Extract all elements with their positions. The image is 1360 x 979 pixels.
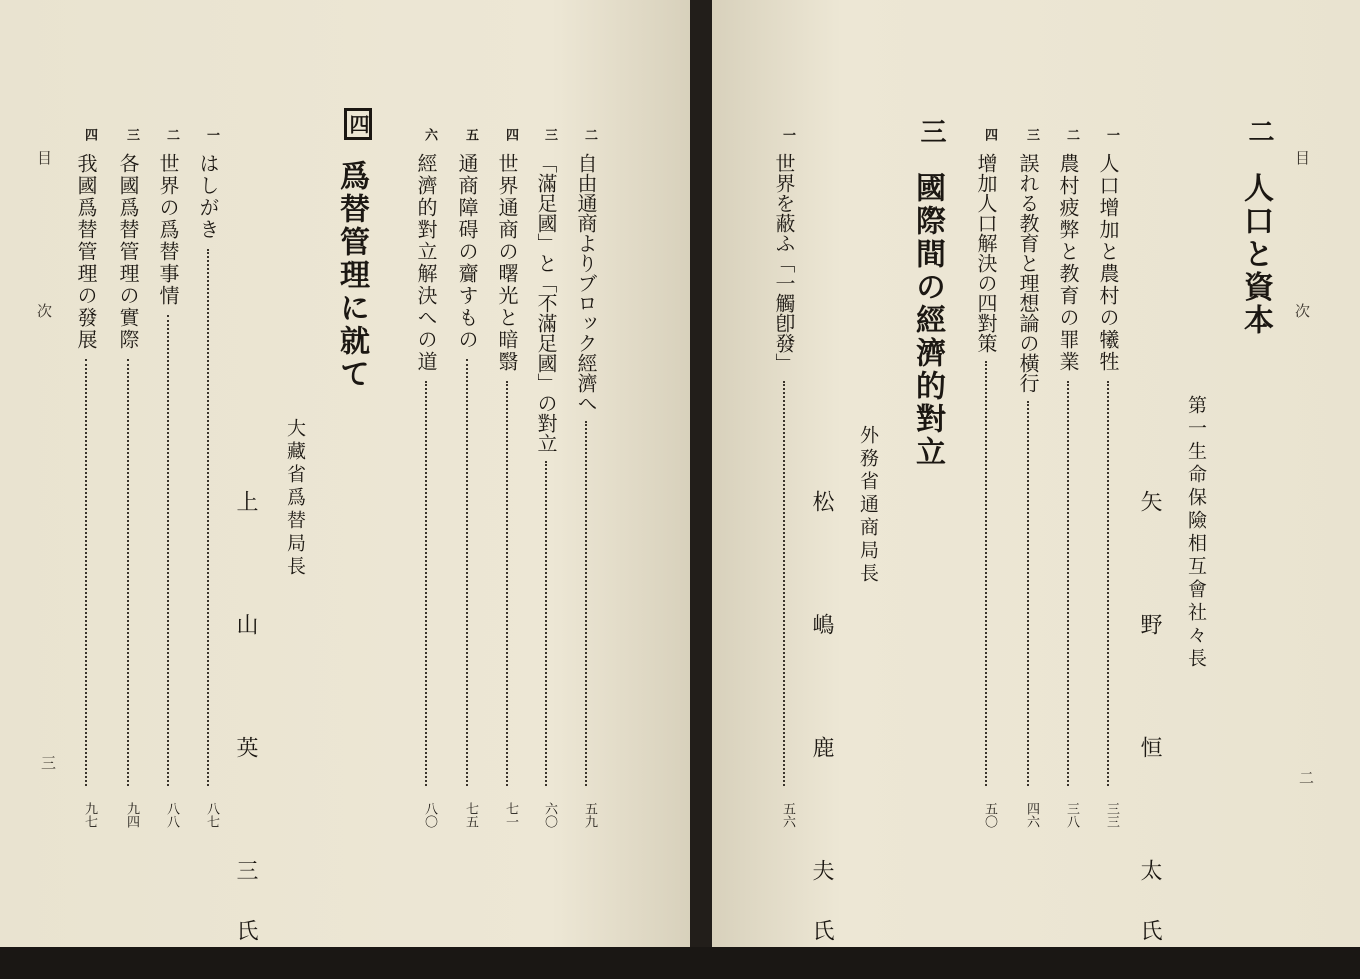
toc-entry[interactable] bbox=[198, 128, 218, 828]
leader-dots bbox=[1027, 401, 1029, 786]
toc-entry[interactable] bbox=[576, 128, 596, 828]
toc-entry[interactable] bbox=[118, 128, 138, 828]
toc-entry[interactable] bbox=[774, 128, 794, 828]
entry-page: 五九 bbox=[582, 802, 597, 828]
section-number: 四 bbox=[344, 108, 372, 140]
author-org: 大藏省爲替局長 bbox=[284, 418, 306, 579]
leader-dots bbox=[167, 315, 169, 786]
entry-page: 七五 bbox=[463, 802, 478, 828]
toc-entry[interactable] bbox=[416, 128, 436, 828]
running-head: 目 次 bbox=[35, 150, 53, 378]
entry-number: 四 bbox=[982, 128, 997, 141]
entry-page: 九七 bbox=[82, 802, 97, 828]
entry-page: 七一 bbox=[503, 802, 518, 828]
entry-title: 世界を蔽ふ「一觸卽發」 bbox=[772, 153, 796, 373]
entry-number: 一 bbox=[1104, 128, 1119, 141]
entry-page: 三八 bbox=[1064, 802, 1079, 828]
leader-dots bbox=[466, 359, 468, 786]
entry-page: 九四 bbox=[124, 802, 139, 828]
leader-dots bbox=[985, 361, 987, 786]
leader-dots bbox=[506, 381, 508, 786]
entry-title: 農村疲弊と教育の罪業 bbox=[1056, 153, 1080, 373]
entry-title: はしがき bbox=[196, 153, 220, 241]
entry-title: 誤れる教育と理想論の橫行 bbox=[1016, 153, 1040, 393]
entry-number: 三 bbox=[1024, 128, 1039, 141]
toc-entry[interactable] bbox=[1058, 128, 1078, 828]
toc-entry[interactable] bbox=[457, 128, 477, 828]
leader-dots bbox=[1107, 381, 1109, 786]
author-name: 松 嶋 鹿 夫氏 bbox=[809, 490, 834, 979]
section-title: 國際間の經濟的對立 bbox=[910, 172, 945, 469]
running-head: 目 次 bbox=[1293, 150, 1311, 378]
entry-number: 一 bbox=[204, 128, 219, 141]
entry-number: 一 bbox=[780, 128, 795, 141]
leader-dots bbox=[1067, 381, 1069, 786]
entry-number: 二 bbox=[1064, 128, 1079, 141]
entry-page: 八〇 bbox=[422, 802, 437, 828]
entry-title: 各國爲替管理の實際 bbox=[116, 153, 140, 351]
leader-dots bbox=[207, 249, 209, 786]
leader-dots bbox=[127, 359, 129, 786]
entry-page: 八七 bbox=[204, 802, 219, 828]
section-title: 爲替管理に就て bbox=[334, 160, 369, 391]
entry-page: 五〇 bbox=[982, 802, 997, 828]
leader-dots bbox=[85, 359, 87, 786]
entry-title: 世界の爲替事情 bbox=[156, 153, 180, 307]
entry-page: 八八 bbox=[164, 802, 179, 828]
entry-page: 六〇 bbox=[542, 802, 557, 828]
entry-page: 三三 bbox=[1104, 802, 1119, 828]
toc-entry[interactable] bbox=[1018, 128, 1038, 828]
entry-title: 世界通商の曙光と暗翳 bbox=[495, 153, 519, 373]
toc-entry[interactable] bbox=[497, 128, 517, 828]
page-folio: 三 bbox=[39, 755, 57, 770]
entry-title: 「滿足國」と「不滿足國」の對立 bbox=[534, 153, 558, 453]
entry-number: 六 bbox=[422, 128, 437, 141]
entry-title: 通商障碍の齎すもの bbox=[455, 153, 479, 351]
toc-entry[interactable] bbox=[1098, 128, 1118, 828]
toc-entry[interactable] bbox=[536, 128, 556, 828]
leader-dots bbox=[783, 381, 785, 786]
entry-number: 二 bbox=[164, 128, 179, 141]
page-folio: 二 bbox=[1297, 770, 1315, 785]
entry-title: 我國爲替管理の發展 bbox=[74, 153, 98, 351]
leader-dots bbox=[425, 381, 427, 786]
entry-number: 五 bbox=[463, 128, 478, 141]
entry-title: 增加人口解決の四對策 bbox=[974, 153, 998, 353]
toc-entry[interactable] bbox=[976, 128, 996, 828]
right-page bbox=[712, 0, 1360, 979]
entry-number: 四 bbox=[503, 128, 518, 141]
entry-title: 自由通商よりブロック經濟へ bbox=[574, 153, 598, 413]
entry-title: 人口增加と農村の犧牲 bbox=[1096, 153, 1120, 373]
entry-page: 五六 bbox=[780, 802, 795, 828]
section-number: 三 bbox=[916, 118, 946, 144]
author-org: 外務省通商局長 bbox=[857, 425, 879, 586]
author-org: 第一生命保險相互會社々長 bbox=[1185, 395, 1207, 671]
entry-number: 二 bbox=[582, 128, 597, 141]
entry-page: 四六 bbox=[1024, 802, 1039, 828]
toc-entry[interactable] bbox=[76, 128, 96, 828]
entry-number: 四 bbox=[82, 128, 97, 141]
leader-dots bbox=[545, 461, 547, 786]
author-name: 上 山 英 三氏 bbox=[233, 490, 258, 979]
entry-title: 經濟的對立解決への道 bbox=[414, 153, 438, 373]
leader-dots bbox=[585, 421, 587, 786]
entry-number: 三 bbox=[542, 128, 557, 141]
book-gutter bbox=[690, 0, 712, 947]
section-title: 人口と資本 bbox=[1238, 172, 1273, 337]
toc-entry[interactable] bbox=[158, 128, 178, 828]
author-name: 矢 野 恒 太氏 bbox=[1137, 490, 1162, 979]
entry-number: 三 bbox=[124, 128, 139, 141]
section-number: 二 bbox=[1244, 118, 1274, 144]
